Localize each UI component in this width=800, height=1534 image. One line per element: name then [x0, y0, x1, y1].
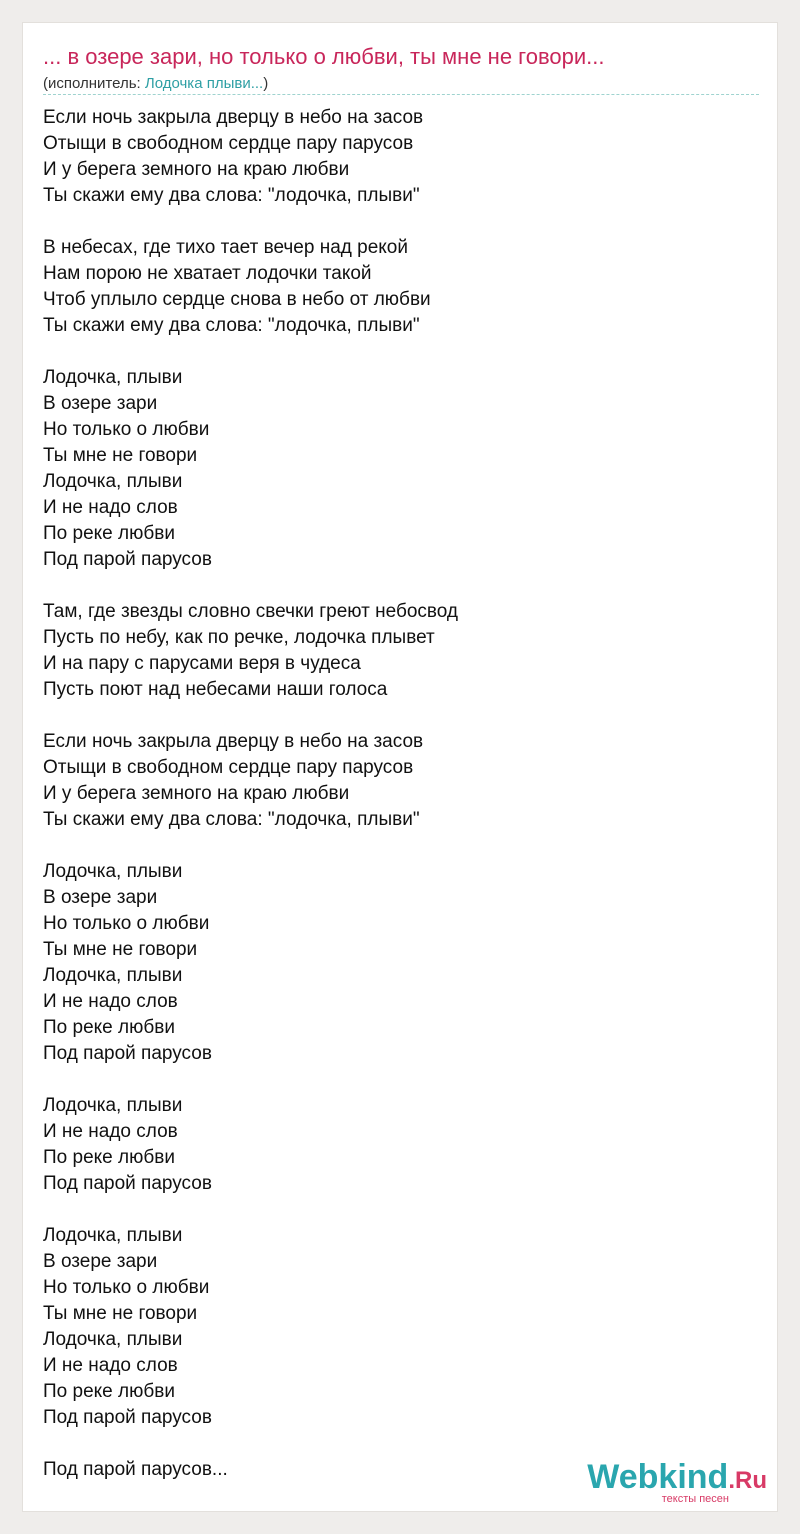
lyrics-line: И у берега земного на краю любви	[43, 159, 350, 180]
lyrics-line: Ты скажи ему два слова: "лодочка, плыви"	[43, 185, 420, 206]
lyrics-line: По реке любви	[43, 1381, 175, 1402]
lyrics-line: Лодочка, плыви	[43, 1329, 183, 1350]
lyrics-line: Отыщи в свободном сердце пару парусов	[43, 133, 414, 154]
lyrics-stanza	[43, 859, 753, 1067]
lyrics-line: Но только о любви	[43, 1277, 210, 1298]
lyrics-line: Ты мне не говори	[43, 445, 198, 466]
logo-tagline: тексты песен	[661, 1493, 729, 1505]
site-logo[interactable]	[573, 1457, 773, 1507]
lyrics-line: Ты скажи ему два слова: "лодочка, плыви"	[43, 315, 420, 336]
lyrics-line: По реке любви	[43, 1147, 175, 1168]
lyrics-line: И не надо слов	[43, 497, 178, 518]
lyrics-stanza	[43, 1223, 753, 1431]
lyrics-line: Отыщи в свободном сердце пару парусов	[43, 757, 414, 778]
lyrics-line: Под парой парусов	[43, 549, 212, 570]
song-title: ... в озере зари, но только о любви, ты мне не говори...	[43, 44, 605, 69]
lyrics-line: И не надо слов	[43, 1121, 178, 1142]
lyrics-stanza	[43, 729, 753, 833]
lyrics-line: Ты скажи ему два слова: "лодочка, плыви"	[43, 809, 420, 830]
lyrics-line: Лодочка, плыви	[43, 1225, 183, 1246]
lyrics-stanza	[43, 105, 753, 209]
lyrics-stanza	[43, 1093, 753, 1197]
lyrics-line: И у берега земного на краю любви	[43, 783, 350, 804]
lyrics-line: Если ночь закрыла дверцу в небо на засов	[43, 107, 424, 128]
lyrics-line: Пусть поют над небесами наши голоса	[43, 679, 388, 700]
lyrics-line: По реке любви	[43, 523, 175, 544]
title-divider	[43, 94, 759, 95]
artist-link[interactable]: Лодочка плыви...	[144, 75, 264, 92]
lyrics-line: Лодочка, плыви	[43, 471, 183, 492]
artist-suffix: )	[263, 75, 269, 92]
lyrics-stanza	[43, 235, 753, 339]
lyrics-line: Лодочка, плыви	[43, 861, 183, 882]
lyrics-line: Но только о любви	[43, 913, 210, 934]
logo-main-text: Webkind	[587, 1458, 729, 1496]
lyrics-line: Ты мне не говори	[43, 1303, 198, 1324]
artist-line	[43, 75, 268, 93]
lyrics-text	[43, 105, 753, 1483]
lyrics-line: И на пару с парусами веря в чудеса	[43, 653, 361, 674]
lyrics-stanza	[43, 599, 753, 703]
lyrics-line: В небесах, где тихо тает вечер над рекой	[43, 237, 408, 258]
lyrics-line: Лодочка, плыви	[43, 367, 183, 388]
lyrics-line: И не надо слов	[43, 1355, 178, 1376]
lyrics-line: В озере зари	[43, 1251, 158, 1272]
lyrics-line: В озере зари	[43, 393, 158, 414]
lyrics-line: Но только о любви	[43, 419, 210, 440]
lyrics-line: Ты мне не говори	[43, 939, 198, 960]
lyrics-line: Под парой парусов	[43, 1407, 212, 1428]
logo-tld: .Ru	[728, 1467, 767, 1494]
lyrics-line: Под парой парусов	[43, 1043, 212, 1064]
lyrics-line: Если ночь закрыла дверцу в небо на засов	[43, 731, 424, 752]
lyrics-stanza	[43, 365, 753, 573]
lyrics-line: Нам порою не хватает лодочки такой	[43, 263, 372, 284]
lyrics-line: Чтоб уплыло сердце снова в небо от любви	[43, 289, 431, 310]
lyrics-line: В озере зари	[43, 887, 158, 908]
lyrics-line: Под парой парусов	[43, 1173, 212, 1194]
lyrics-line: Лодочка, плыви	[43, 1095, 183, 1116]
lyrics-line: Пусть по небу, как по речке, лодочка плывет	[43, 627, 435, 648]
lyrics-line: Под парой парусов...	[43, 1459, 228, 1480]
artist-prefix: (исполнитель:	[43, 75, 145, 92]
lyrics-line: Лодочка, плыви	[43, 965, 183, 986]
lyrics-card	[22, 22, 778, 1512]
lyrics-line: И не надо слов	[43, 991, 178, 1012]
lyrics-line: Там, где звезды словно свечки греют небосвод	[43, 601, 459, 622]
lyrics-line: По реке любви	[43, 1017, 175, 1038]
